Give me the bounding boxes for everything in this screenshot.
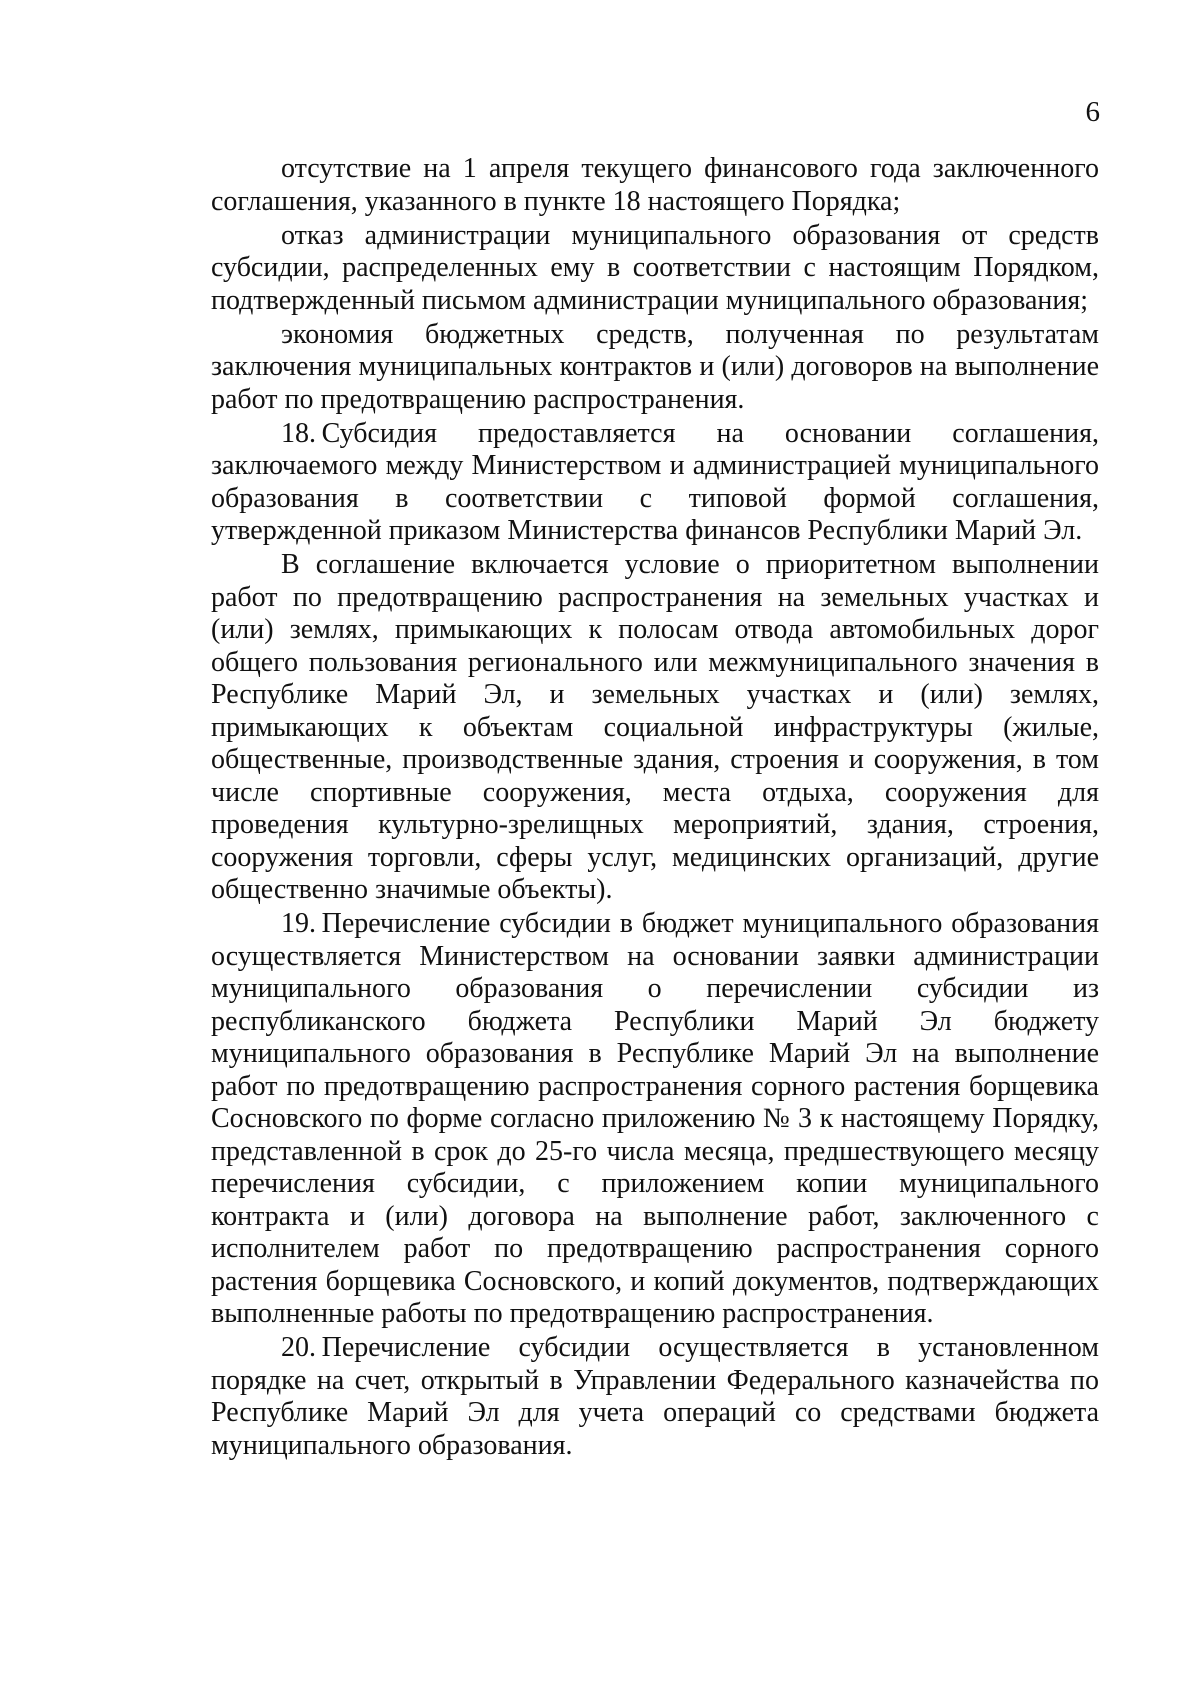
clause-18 xyxy=(211,418,1099,548)
clause-19 xyxy=(211,908,1099,1331)
paragraph-refusal xyxy=(211,220,1099,318)
paragraph-text: Субсидия предоставляется на основании соглашения, заключаемого между Министерством и администрацией муниципального образования в соответствии с типовой формой соглашения, утвержденной приказом Министерства финансов Республики Марий Эл. xyxy=(211,417,1099,546)
document-body xyxy=(211,153,1099,1464)
paragraph-budget-savings xyxy=(211,319,1099,417)
clause-number: 19. xyxy=(281,908,316,939)
paragraph-text: Перечисление субсидии осуществляется в установленном порядке на счет, открытый в Управлении Федерального казначейства по Республике Марий Эл для учета операций со средствами бюджета муниципального образования. xyxy=(211,1332,1099,1461)
clause-number: 18. xyxy=(281,417,316,449)
paragraph-text: отсутствие на 1 апреля текущего финансового года заключенного соглашения, указанного в пункте 18 настоящего Порядка; xyxy=(211,153,1099,217)
clause-20 xyxy=(211,1332,1099,1462)
page-number: 6 xyxy=(1085,96,1100,128)
paragraph-absence-of-agreement xyxy=(211,153,1099,218)
paragraph-text: отказ администрации муниципального образования от средств субсидии, распределенных ему в соответствии с настоящим Порядком, подтвержденный письмом администрации муниципального образования; xyxy=(211,219,1099,316)
paragraph-text: В соглашение включается условие о приоритетном выполнении работ по предотвращению распространения на земельных участках и (или) землях, примыкающих к полосам отвода автомобильных дорог общего пользования регионального или межмуниципального значения в Республике Марий Эл, и земельных участках и (или) землях, примыкающих к объектам социальной инфраструктуры (жилые, общественные, производственные здания, строения и сооружения, в том числе спортивные сооружения, места отдыха, сооружения для проведения культурно-зрелищных мероприятий, здания, строения, сооружения торговли, сферы услуг, медицинских организаций, другие общественно значимые объекты). xyxy=(211,549,1099,905)
paragraph-text: экономия бюджетных средств, полученная по результатам заключения муниципальных контрактов и (или) договоров на выполнение работ по предотвращению распространения. xyxy=(211,318,1099,415)
paragraph-agreement-condition xyxy=(211,549,1099,907)
clause-number: 20. xyxy=(281,1332,316,1363)
paragraph-text: Перечисление субсидии в бюджет муниципального образования осуществляется Министерством на основании заявки администрации муниципального образования о перечислении субсидии из республиканского бюджета Республики Марий Эл бюджету муниципального образования в Республике Марий Эл на выполнение работ по предотвращению распространения сорного растения борщевика Сосновского по форме согласно приложению № 3 к настоящему Порядку, представленной в срок до 25-го числа месяца, предшествующего месяцу перечисления субсидии, с приложением копии муниципального контракта и (или) договора на выполнение работ, заключенного с исполнителем работ по предотвращению распространения сорного растения борщевика Сосновского, и копий документов, подтверждающих выполненные работы по предотвращению распространения. xyxy=(211,908,1099,1329)
